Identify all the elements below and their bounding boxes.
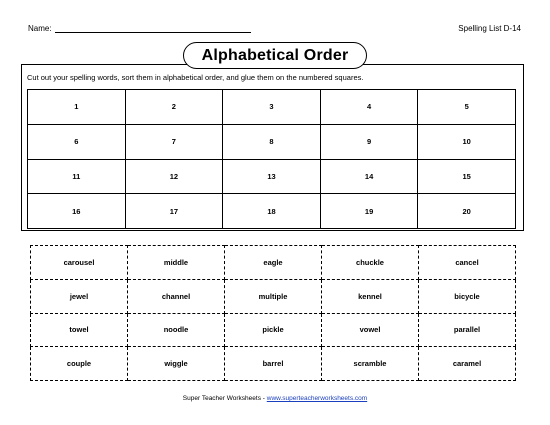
footer-text: Super Teacher Worksheets -	[182, 395, 267, 402]
numbered-square: 14	[320, 159, 418, 194]
numbered-square: 17	[125, 194, 223, 229]
numbered-row	[28, 124, 516, 159]
instructions: Cut out your spelling words, sort them in alphabetical order, and glue them on the numbered squares.	[27, 73, 364, 82]
word-card[interactable]: chuckle	[322, 246, 419, 280]
numbered-square: 7	[125, 124, 223, 159]
numbered-square: 9	[320, 124, 418, 159]
word-card[interactable]: barrel	[225, 347, 322, 381]
name-underline[interactable]	[55, 24, 251, 33]
numbered-row	[28, 90, 516, 125]
word-card[interactable]: middle	[128, 246, 225, 280]
word-card[interactable]: wiggle	[128, 347, 225, 381]
name-label: Name:	[28, 24, 52, 33]
numbered-square: 2	[125, 90, 223, 125]
numbered-square: 5	[418, 90, 516, 125]
numbered-square: 11	[28, 159, 126, 194]
numbered-square: 15	[418, 159, 516, 194]
word-cards-grid	[30, 245, 516, 381]
word-card[interactable]: channel	[128, 279, 225, 313]
numbered-square: 8	[223, 124, 321, 159]
word-card[interactable]: parallel	[419, 313, 516, 347]
word-card[interactable]: towel	[31, 313, 128, 347]
numbered-squares-grid	[27, 89, 516, 229]
word-card[interactable]: eagle	[225, 246, 322, 280]
word-card[interactable]: pickle	[225, 313, 322, 347]
word-row	[31, 246, 516, 280]
word-card[interactable]: carousel	[31, 246, 128, 280]
numbered-square: 16	[28, 194, 126, 229]
word-card[interactable]: bicycle	[419, 279, 516, 313]
numbered-square: 20	[418, 194, 516, 229]
word-card[interactable]: caramel	[419, 347, 516, 381]
word-card[interactable]: noodle	[128, 313, 225, 347]
footer-link[interactable]: www.superteacherworksheets.com	[266, 395, 368, 402]
footer	[0, 395, 550, 402]
numbered-square: 3	[223, 90, 321, 125]
numbered-row	[28, 194, 516, 229]
word-row	[31, 313, 516, 347]
word-card[interactable]: multiple	[225, 279, 322, 313]
numbered-square: 18	[223, 194, 321, 229]
numbered-square: 1	[28, 90, 126, 125]
numbered-square: 6	[28, 124, 126, 159]
word-card[interactable]: jewel	[31, 279, 128, 313]
numbered-square: 4	[320, 90, 418, 125]
spelling-list-id: Spelling List D-14	[458, 24, 521, 33]
worksheet-title: Alphabetical Order	[183, 42, 367, 69]
numbered-square: 19	[320, 194, 418, 229]
word-card[interactable]: cancel	[419, 246, 516, 280]
word-row	[31, 347, 516, 381]
numbered-square: 13	[223, 159, 321, 194]
word-card[interactable]: kennel	[322, 279, 419, 313]
numbered-row	[28, 159, 516, 194]
numbered-square: 12	[125, 159, 223, 194]
numbered-square: 10	[418, 124, 516, 159]
word-card[interactable]: couple	[31, 347, 128, 381]
word-row	[31, 279, 516, 313]
word-card[interactable]: scramble	[322, 347, 419, 381]
name-field[interactable]	[28, 24, 251, 33]
word-card[interactable]: vowel	[322, 313, 419, 347]
